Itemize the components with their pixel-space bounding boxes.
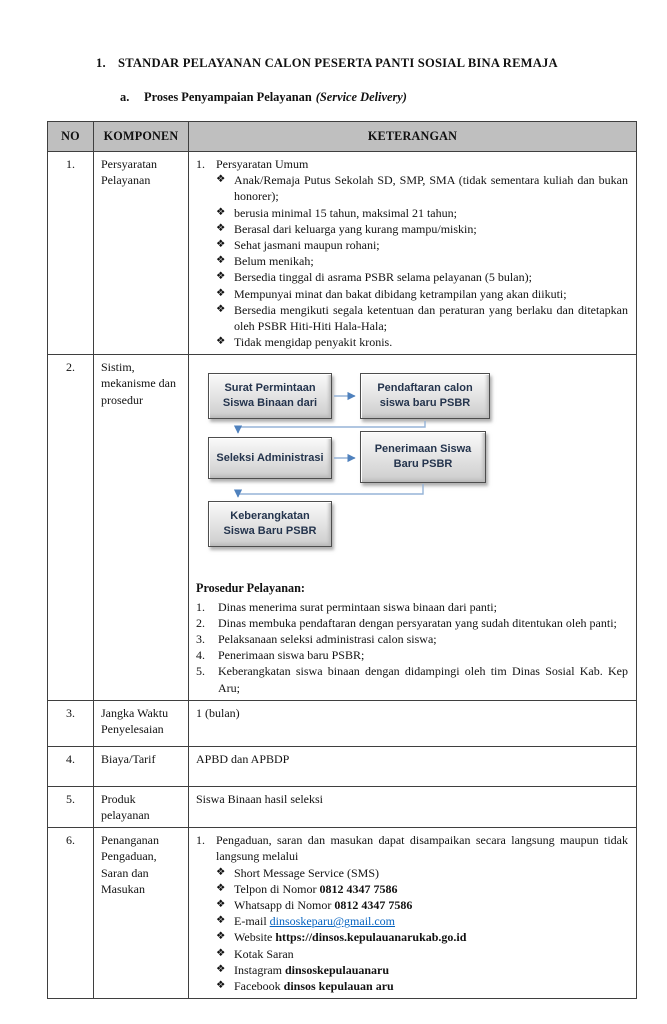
- list-item: ❖ Telpon di Nomor 0812 4347 7586: [216, 881, 398, 896]
- keterangan-cell: [189, 355, 637, 701]
- table-row-persyaratan: [48, 152, 637, 355]
- flow-box-seleksi-administrasi: Seleksi Administrasi: [208, 437, 332, 479]
- phone-number: 0812 4347 7586: [319, 881, 398, 896]
- procedure-flowchart: [200, 365, 634, 570]
- row-number: 4.: [48, 746, 94, 786]
- keterangan-cell: 1 (bulan): [189, 700, 637, 746]
- page-subtitle: [120, 90, 407, 105]
- list-item: ❖ Short Message Service (SMS): [216, 865, 379, 880]
- header-row: [48, 122, 637, 152]
- subtitle-letter: a.: [120, 90, 130, 104]
- keterangan-cell: Siswa Binaan hasil seleksi: [189, 786, 637, 827]
- list-item: 1. Dinas menerima surat permintaan siswa binaan dari panti;: [196, 599, 497, 614]
- procedure-title: Prosedur Pelayanan:: [196, 581, 305, 596]
- diamond-bullet-icon: ❖: [216, 898, 226, 910]
- subtitle-text: Proses Penyampaian Pelayanan: [144, 90, 312, 104]
- list-item: ❖ Berasal dari keluarga yang kurang mampu/miskin;: [216, 221, 477, 236]
- table-row-jangka-waktu: [48, 700, 637, 746]
- list-item: 1. Persyaratan Umum: [196, 156, 628, 172]
- list-item: ❖ Bersedia tinggal di asrama PSBR selama pelayanan (5 bulan);: [216, 270, 532, 285]
- list-item: ❖ Tidak mengidap penyakit kronis.: [216, 335, 393, 350]
- diamond-bullet-icon: ❖: [216, 866, 226, 878]
- title-number: 1.: [96, 56, 106, 70]
- table-row-prosedur: [48, 355, 637, 701]
- diamond-bullet-icon: ❖: [216, 174, 226, 186]
- row-number: 5.: [48, 786, 94, 827]
- diamond-bullet-icon: ❖: [216, 303, 226, 315]
- list-item: ❖ Kotak Saran: [216, 946, 294, 961]
- website-url: https://dinsos.kepulauanarukab.go.id: [275, 930, 467, 945]
- complaint-channels-list: [216, 865, 628, 995]
- diamond-bullet-icon: ❖: [216, 238, 226, 250]
- row-number: 2.: [48, 355, 94, 701]
- list-item: ❖ Bersedia mengikuti segala ketentuan dan peraturan yang berlaku dan ditetapkan oleh PSBR Hiti-Hiti Hala-Hala;: [216, 302, 628, 333]
- diamond-bullet-icon: ❖: [216, 947, 226, 959]
- flow-box-keberangkatan: Keberangkatan Siswa Baru PSBR: [208, 501, 332, 547]
- keterangan-cell: APBD dan APBDP: [189, 746, 637, 786]
- col-header-keterangan: KETERANGAN: [189, 122, 637, 152]
- list-item: ❖ Mempunyai minat dan bakat dibidang ketrampilan yang akan diikuti;: [216, 286, 567, 301]
- list-item: ❖ Instagram dinsoskepulauanaru: [216, 962, 390, 977]
- diamond-bullet-icon: ❖: [216, 255, 226, 267]
- list-item: ❖ berusia minimal 15 tahun, maksimal 21 tahun;: [216, 205, 457, 220]
- komponen-cell: Jangka Waktu Penyelesaian: [94, 700, 189, 746]
- list-item: 2. Dinas membuka pendaftaran dengan persyaratan yang sudah ditentukan oleh panti;: [196, 615, 617, 630]
- diamond-bullet-icon: ❖: [216, 336, 226, 348]
- row-number: 1.: [48, 152, 94, 355]
- diamond-bullet-icon: ❖: [216, 915, 226, 927]
- row-number: 3.: [48, 700, 94, 746]
- service-standard-table: [47, 121, 637, 999]
- list-item: 5. Keberangkatan siswa binaan dengan didampingi oleh tim Dinas Sosial Kab. Kep Aru;: [196, 664, 628, 695]
- diamond-bullet-icon: ❖: [216, 931, 226, 943]
- komponen-cell: Persyaratan Pelayanan: [94, 152, 189, 355]
- item-title: Persyaratan Umum: [216, 157, 309, 171]
- komponen-cell: Produk pelayanan: [94, 786, 189, 827]
- diamond-bullet-icon: ❖: [216, 963, 226, 975]
- table-row-pengaduan: [48, 828, 637, 999]
- komponen-cell: Penanganan Pengaduan, Saran dan Masukan: [94, 828, 189, 999]
- list-item: ❖ Whatsapp di Nomor 0812 4347 7586: [216, 897, 413, 912]
- list-item: ❖ Anak/Remaja Putus Sekolah SD, SMP, SMA (tidak sementara kuliah dan bukan honorer);: [216, 173, 628, 204]
- komponen-cell: Sistim, mekanisme dan prosedur: [94, 355, 189, 701]
- diamond-bullet-icon: ❖: [216, 882, 226, 894]
- list-item: ❖ Website https://dinsos.kepulauanarukab.go.id: [216, 930, 467, 945]
- col-header-komponen: KOMPONEN: [94, 122, 189, 152]
- keterangan-cell: [189, 828, 637, 999]
- instagram-handle: dinsoskepulauanaru: [284, 962, 390, 977]
- flow-box-pendaftaran: Pendaftaran calon siswa baru PSBR: [360, 373, 490, 419]
- flow-box-surat-permintaan: Surat Permintaan Siswa Binaan dari: [208, 373, 332, 419]
- komponen-cell: Biaya/Tarif: [94, 746, 189, 786]
- diamond-bullet-icon: ❖: [216, 979, 226, 991]
- whatsapp-number: 0812 4347 7586: [334, 897, 413, 912]
- diamond-bullet-icon: ❖: [216, 271, 226, 283]
- flow-box-penerimaan: Penerimaan Siswa Baru PSBR: [360, 431, 486, 483]
- facebook-handle: dinsos kepulauan aru: [283, 978, 394, 993]
- col-header-no: NO: [48, 122, 94, 152]
- subtitle-italic: (Service Delivery): [315, 90, 407, 104]
- list-item: ❖ Facebook dinsos kepulauan aru: [216, 978, 394, 993]
- table-row-biaya: [48, 746, 637, 786]
- page-title: [96, 56, 558, 71]
- list-item: ❖ E-mail dinsoskeparu@gmail.com: [216, 914, 396, 929]
- list-item: ❖ Belum menikah;: [216, 254, 314, 269]
- list-item: 4. Penerimaan siswa baru PSBR;: [196, 648, 365, 663]
- requirements-list: [216, 172, 628, 350]
- diamond-bullet-icon: ❖: [216, 222, 226, 234]
- procedure-steps: [196, 599, 628, 696]
- title-text: STANDAR PELAYANAN CALON PESERTA PANTI SOSIAL BINA REMAJA: [118, 56, 558, 70]
- table-row-produk: [48, 786, 637, 827]
- list-item: 1. Pengaduan, saran dan masukan dapat disampaikan secara langsung maupun tidak langsung melalui: [196, 833, 628, 864]
- diamond-bullet-icon: ❖: [216, 287, 226, 299]
- list-item: ❖ Sehat jasmani maupun rohani;: [216, 237, 380, 252]
- list-item: 3. Pelaksanaan seleksi administrasi calon siswa;: [196, 632, 437, 647]
- row-number: 6.: [48, 828, 94, 999]
- arrow-down-icon: [238, 484, 423, 497]
- email-link[interactable]: dinsoskeparu@gmail.com: [269, 914, 396, 929]
- keterangan-cell: [189, 152, 637, 355]
- diamond-bullet-icon: ❖: [216, 206, 226, 218]
- complaint-intro: Pengaduan, saran dan masukan dapat disampaikan secara langsung maupun tidak langsung melalui: [216, 833, 628, 864]
